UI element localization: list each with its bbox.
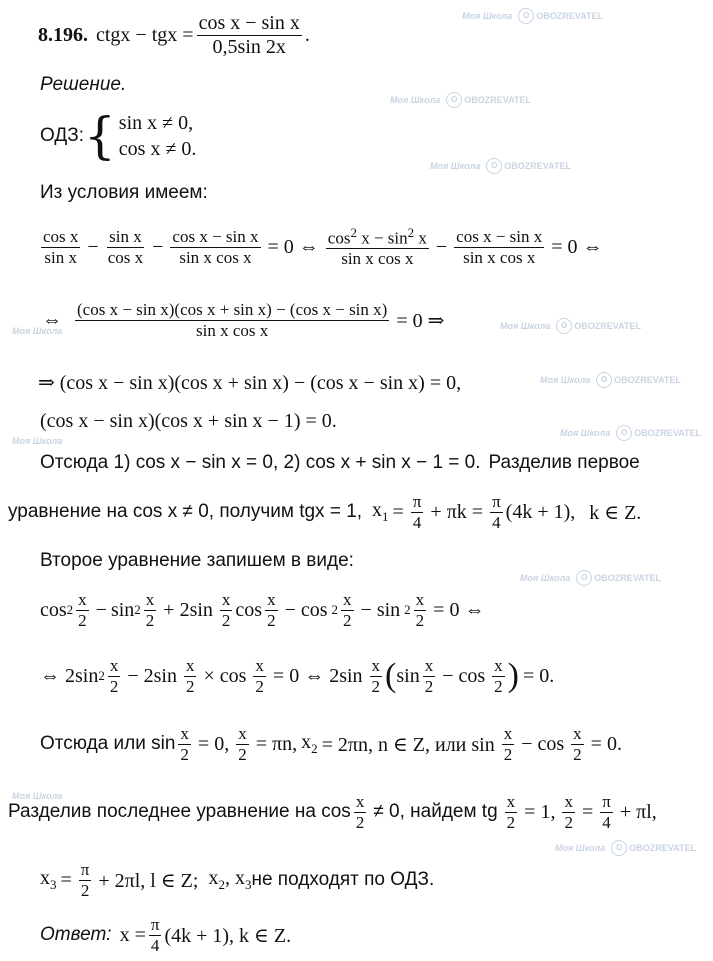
intro-text: Из условия имеем: xyxy=(40,182,208,203)
fraction: $\frac{x}{2}$ xyxy=(185,656,195,696)
fraction: $\frac{\text{cos x − sin x}}{\text{sin x cos x}}$ xyxy=(456,227,543,267)
fraction: $\frac{x}{2}$ xyxy=(355,792,365,832)
watermark: Моя Школа O OBOZREVATEL xyxy=(540,372,681,388)
watermark: Моя Школа O OBOZREVATEL xyxy=(390,92,531,108)
fraction: $\frac{x}{2}$ xyxy=(238,724,247,764)
fraction: $\frac{x}{2}$ xyxy=(343,590,352,630)
fraction: $\frac{\pi}{4}$ xyxy=(412,492,422,532)
answer-line: Ответ: x = $\frac{\pi}{4}$ (4k + 1), k ∈ Z. xyxy=(40,915,292,955)
first-solution-line: уравнение на cos x ≠ 0, получим tgx = 1, $x_1$ = $\frac{\pi}{4}$ + πk = $\frac{\pi}{4}$ (4k + 1), k ∈ Z. xyxy=(8,492,642,532)
odz-system: ОДЗ: { sin x ≠ 0, cos x ≠ 0. xyxy=(40,107,197,165)
fraction: $\frac{x}{2}$ xyxy=(415,590,425,630)
system-brace: { xyxy=(83,107,116,165)
fraction: $\frac{x}{2}$ xyxy=(503,724,513,764)
fraction: $\frac{x}{2}$ xyxy=(109,656,119,696)
watermark: Моя Школа O OBOZREVATEL xyxy=(555,840,696,856)
equation-line-2: ⇔ $\frac{\text{(cos x − sin x)(cos x + sin x) − (cos x − sin x)}}{\text{sin x cos x}}$ = 0 ⇒ xyxy=(42,300,445,340)
answer-label: Ответ: xyxy=(40,924,112,946)
solution-label: Решение. xyxy=(40,74,127,95)
third-solution-line: $x_3$ = $\frac{\pi}{2}$ + 2πl, l ∈ Z; $x_2$, $x_3$ не подходят по ОДЗ. xyxy=(40,860,435,900)
fraction: $\frac{\pi}{2}$ xyxy=(80,860,90,900)
fraction: $\frac{x}{2}$ xyxy=(494,656,503,696)
equation-line-8: cos 2 $\frac{x}{2}$ − sin 2 $\frac{x}{2}$ + 2sin $\frac{x}{2}$ cos $\frac{x}{2}$ − cos 2 $\frac{x}{2}$ − sin 2 $\frac{x}{2}$ = 0 ⇔ xyxy=(40,590,485,630)
watermark: Моя Школа O OBOZREVATEL xyxy=(560,425,701,441)
fraction: $\frac{x}{2}$ xyxy=(180,724,189,764)
equation-line-1: $\frac{\text{cos x}}{\text{sin x}}$ − $\frac{\text{sin x}}{\text{cos x}}$ − $\frac{\text{cos x − sin x}}{\text{sin x cos x}}$ = 0 ⇔ $\frac{\cos^2 x - \sin^2 x}{\text{sin x cos x}}$ − $\frac{\text{cos x − sin x}}{\text{sin x cos x}}$ = 0 ⇔ xyxy=(43,225,603,269)
cases-line: Отсюда 1) cos x − sin x = 0, 2) cos x + sin x − 1 = 0. Разделив первое xyxy=(40,452,640,473)
fraction: $\frac{\cos^2 x - \sin^2 x}{\text{sin x cos x}}$ xyxy=(327,225,427,269)
fraction: $\frac{x}{2}$ xyxy=(424,656,434,696)
watermark: Моя Школа O OBOZREVATEL xyxy=(500,318,641,334)
fraction: $\frac{x}{2}$ xyxy=(221,590,231,630)
fraction: $\frac{\text{(cos x − sin x)(cos x + sin x) − (cos x − sin x)}}{\text{sin x cos x}}$ xyxy=(77,300,388,340)
obozrevatel-logo-icon: O xyxy=(556,318,572,334)
fraction: $\frac{x}{2}$ xyxy=(255,656,264,696)
fraction: $\frac{\text{cos x − sin x}}{\text{sin x cos x}}$ xyxy=(172,227,259,267)
watermark: Моя Школа O OBOZREVATEL xyxy=(430,158,571,174)
equation-line-4: (cos x − sin x)(cos x + sin x − 1) = 0. xyxy=(40,410,337,432)
fraction: $\frac{\text{cos x}}{\text{sin x}}$ xyxy=(43,227,79,267)
right-paren: ) xyxy=(507,657,519,695)
fraction: $\frac{x}{2}$ xyxy=(78,590,87,630)
fraction: $\frac{x}{2}$ xyxy=(267,590,276,630)
obozrevatel-logo-icon: O xyxy=(576,570,592,586)
fraction: $\frac{x}{2}$ xyxy=(573,724,582,764)
obozrevatel-logo-icon: O xyxy=(596,372,612,388)
fraction: $\frac{\pi}{4}$ xyxy=(150,915,160,955)
fraction: $\frac{x}{2}$ xyxy=(564,792,573,832)
equation-line-3: ⇒ (cos x − sin x)(cos x + sin x) − (cos x − sin x) = 0, xyxy=(38,372,462,394)
obozrevatel-logo-icon: O xyxy=(446,92,462,108)
watermark: Моя Школа xyxy=(12,325,63,336)
fraction: $\frac{\pi}{4}$ xyxy=(602,792,611,832)
watermark: Моя Школа O OBOZREVATEL xyxy=(462,8,603,24)
equation-line-9: ⇔ 2sin 2 $\frac{x}{2}$ − 2sin $\frac{x}{2}$ × cos $\frac{x}{2}$ = 0 ⇔ 2sin $\frac{x}{2}$ ( sin $\frac{x}{2}$ − cos $\frac{x}{2}$ ) = 0. xyxy=(40,656,555,696)
watermark: Моя Школа xyxy=(12,790,63,801)
second-equation-intro: Второе уравнение запишем в виде: xyxy=(40,550,354,571)
fraction: $\frac{\pi}{4}$ xyxy=(492,492,501,532)
obozrevatel-logo-icon: O xyxy=(486,158,502,174)
obozrevatel-logo-icon: O xyxy=(611,840,627,856)
fraction: $\frac{\text{cos x − sin x}}{0,5\sin 2x}$ xyxy=(198,12,300,58)
fraction: $\frac{x}{2}$ xyxy=(145,590,155,630)
left-paren: ( xyxy=(385,657,397,695)
obozrevatel-logo-icon: O xyxy=(616,425,632,441)
divide-line: Разделив последнее уравнение на cos $\frac{x}{2}$ ≠ 0, найдем tg $\frac{x}{2}$ = 1, $\frac{x}{2}$ = $\frac{\pi}{4}$ + πl, xyxy=(8,792,657,832)
fraction: $\frac{x}{2}$ xyxy=(506,792,516,832)
watermark: Моя Школа O OBOZREVATEL xyxy=(520,570,661,586)
fraction: $\frac{\text{sin x}}{\text{cos x}}$ xyxy=(107,227,144,267)
obozrevatel-logo-icon: O xyxy=(518,8,534,24)
second-case-line: Отсюда или sin $\frac{x}{2}$ = 0, $\frac{x}{2}$ = πn, $x_2$ = 2πn, n ∈ Z, или sin $\frac{x}{2}$ − cos $\frac{x}{2}$ = 0. xyxy=(40,724,622,764)
fraction: $\frac{x}{2}$ xyxy=(371,656,381,696)
watermark: Моя Школа xyxy=(12,435,63,446)
problem-statement: 8.196. ctgx − tgx = $\frac{\text{cos x − sin x}}{0,5\sin 2x}$ . xyxy=(38,12,310,58)
problem-number: 8.196. xyxy=(38,24,88,46)
